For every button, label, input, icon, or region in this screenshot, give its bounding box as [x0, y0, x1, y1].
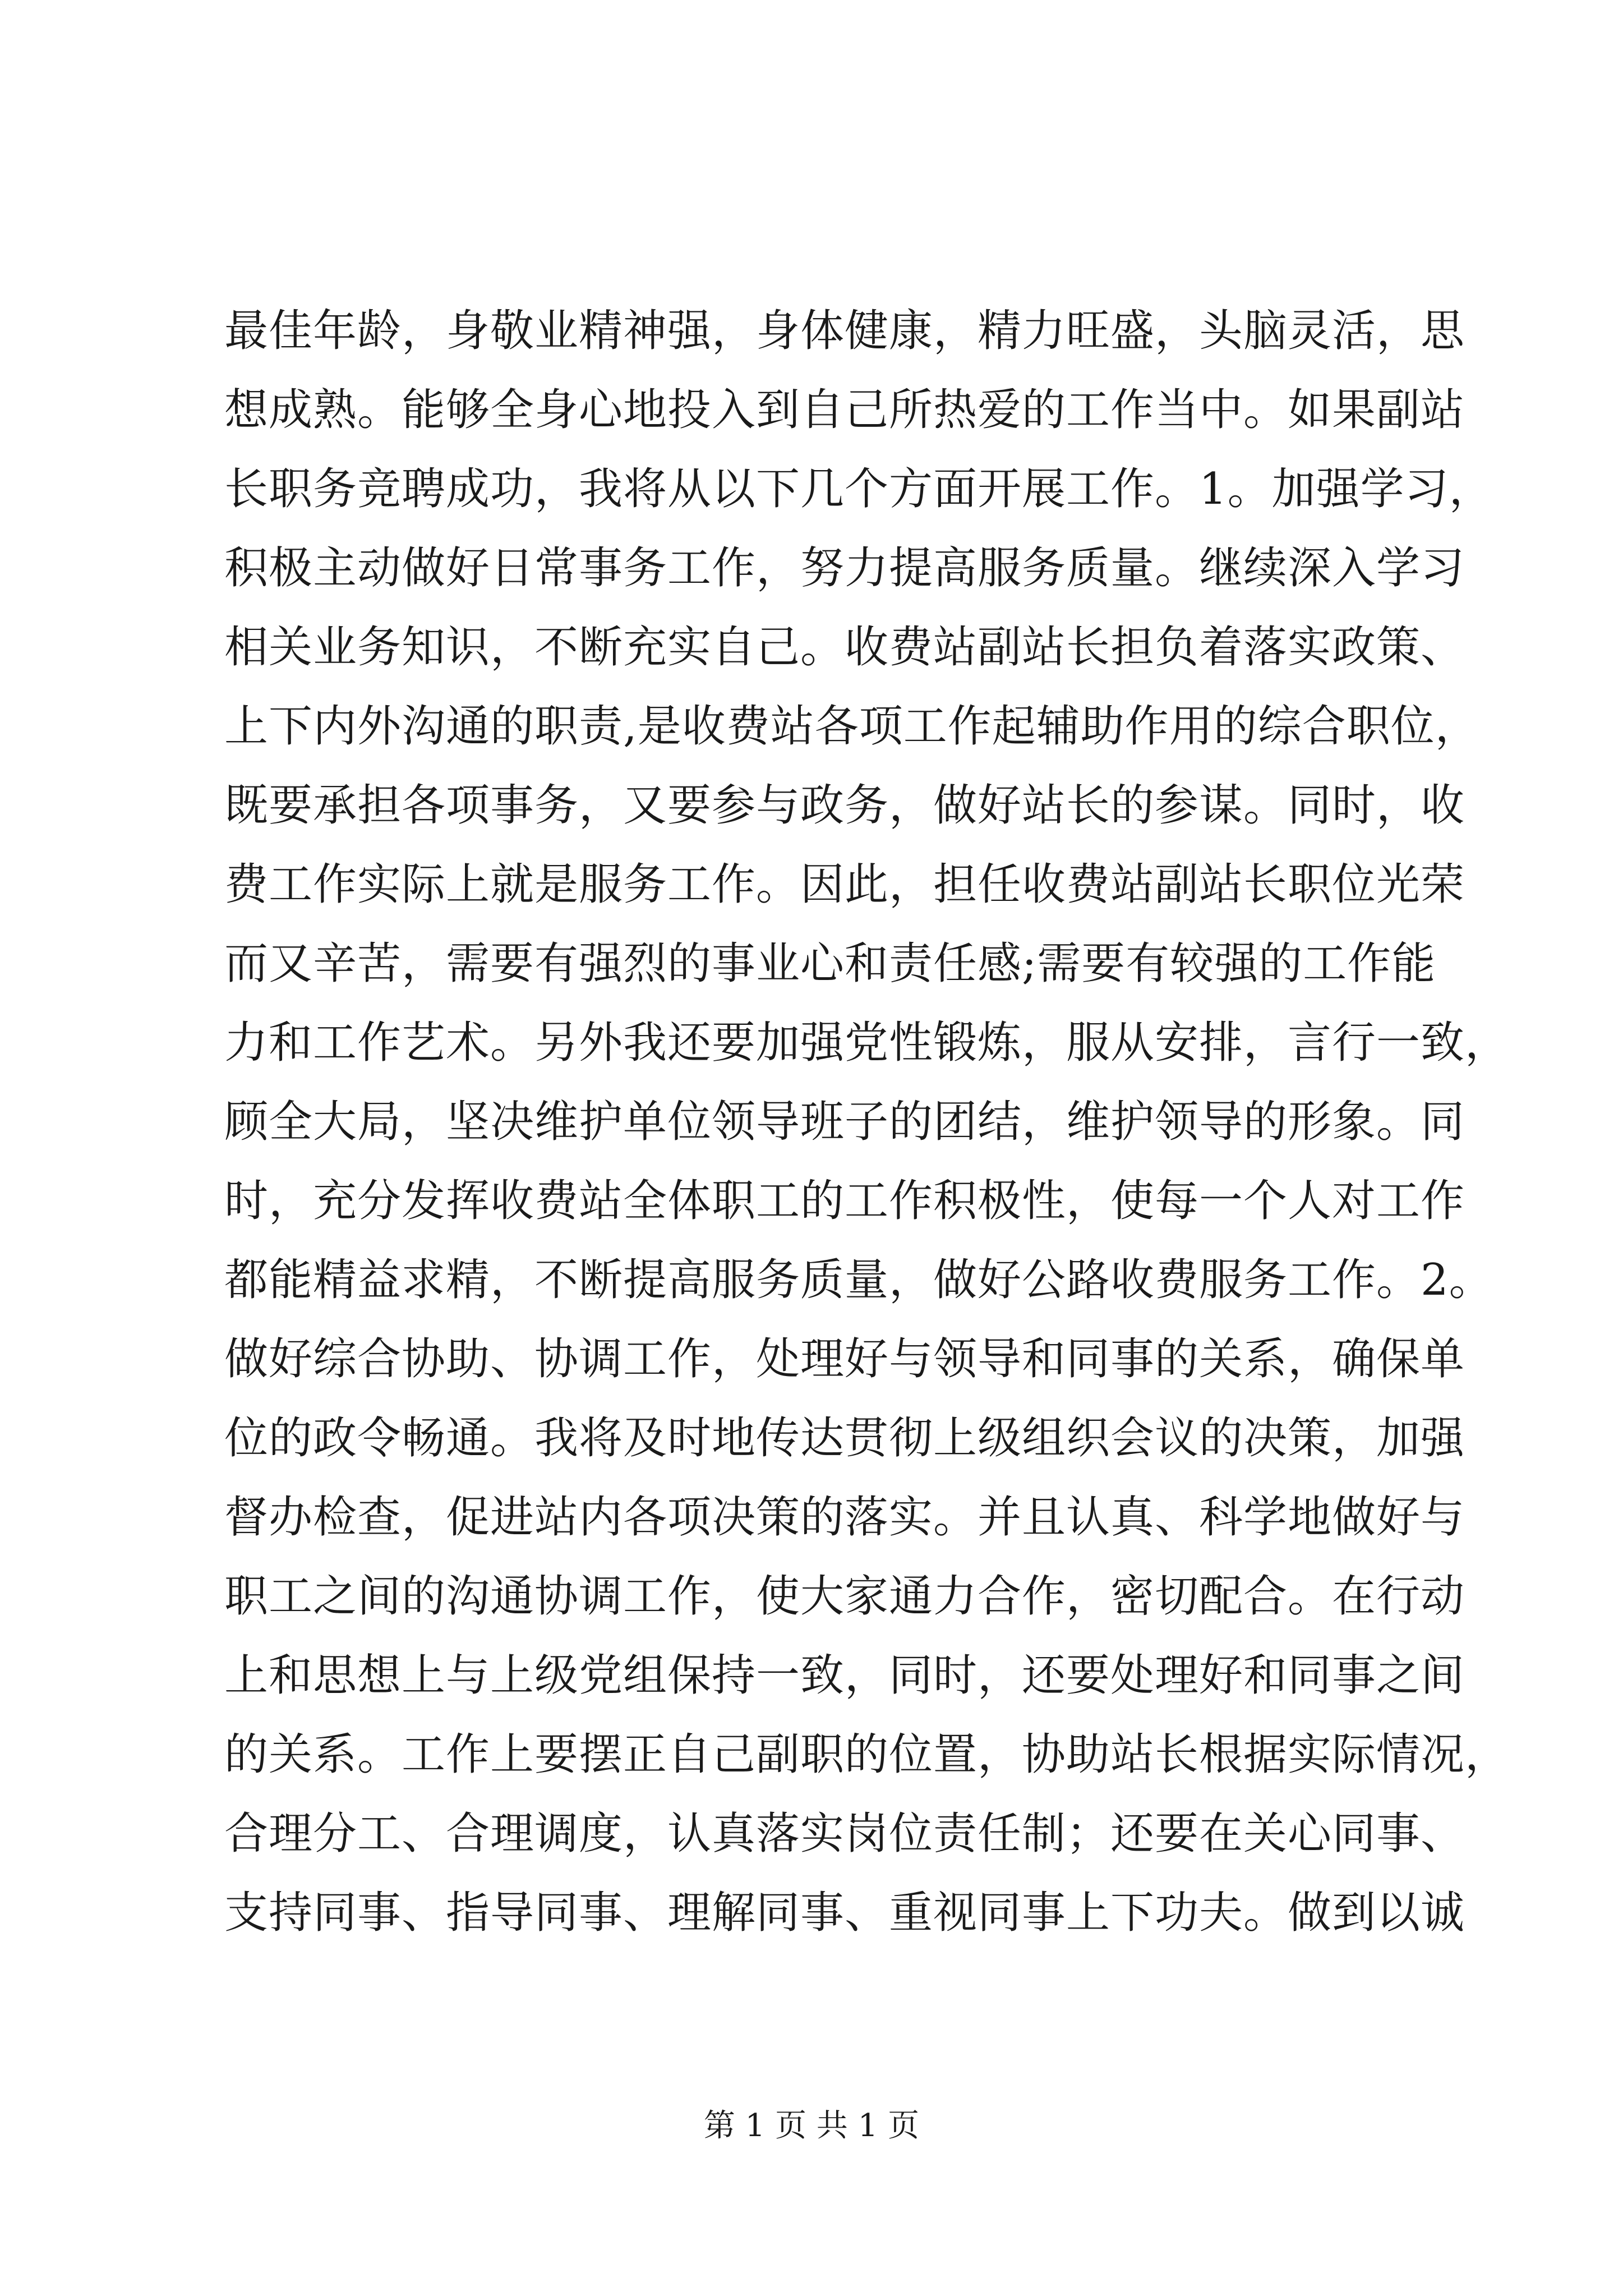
text-line: 上和思想上与上级党组保持一致，同时，还要处理好和同事之间 — [224, 1650, 1465, 1701]
text-line: 支持同事、指导同事、理解同事、重视同事上下功夫。做到以诚 — [224, 1888, 1465, 1938]
text-line: 最佳年龄，身敬业精神强，身体健康，精力旺盛，头脑灵活，思 — [224, 306, 1465, 356]
page-number-label: 第 1 页 共 1 页 — [703, 2108, 920, 2144]
text-line: 想成熟。能够全身心地投入到自己所热爱的工作当中。如果副站 — [224, 385, 1465, 435]
body-text — [224, 292, 1510, 1953]
text-line: 时，充分发挥收费站全体职工的工作积极性，使每一个人对工作 — [224, 1176, 1465, 1226]
text-line: 相关业务知识，不断充实自己。收费站副站长担负着落实政策、 — [224, 622, 1465, 673]
text-line: 做好综合协助、协调工作，处理好与领导和同事的关系，确保单 — [224, 1334, 1465, 1384]
text-line: 而又辛苦，需要有强烈的事业心和责任感;需要有较强的工作能 — [224, 938, 1436, 989]
text-line: 位的政令畅通。我将及时地传达贯彻上级组织会议的决策，加强 — [224, 1413, 1465, 1464]
text-line: 督办检查，促进站内各项决策的落实。并且认真、科学地做好与 — [224, 1492, 1465, 1543]
text-line: 职工之间的沟通协调工作，使大家通力合作，密切配合。在行动 — [224, 1571, 1465, 1622]
text-line: 合理分工、合理调度，认真落实岗位责任制；还要在关心同事、 — [224, 1809, 1465, 1859]
text-line: 力和工作艺术。另外我还要加强党性锻炼，服从安排，言行一致， — [224, 1018, 1510, 1068]
text-line: 的关系。工作上要摆正自己副职的位置，协助站长根据实际情况， — [224, 1729, 1510, 1780]
text-line: 长职务竞聘成功，我将从以下几个方面开展工作。1。加强学习， — [224, 464, 1493, 514]
page-footer — [0, 2104, 1623, 2148]
text-line: 上下内外沟通的职责,是收费站各项工作起辅助作用的综合职位， — [224, 701, 1479, 752]
text-line: 费工作实际上就是服务工作。因此，担任收费站副站长职位光荣 — [224, 859, 1465, 910]
text-line: 都能精益求精，不断提高服务质量，做好公路收费服务工作。2。 — [224, 1255, 1493, 1305]
text-line: 顾全大局，坚决维护单位领导班子的团结，维护领导的形象。同 — [224, 1097, 1465, 1147]
text-line: 既要承担各项事务，又要参与政务，做好站长的参谋。同时，收 — [224, 780, 1465, 831]
text-line: 积极主动做好日常事务工作，努力提高服务质量。继续深入学习 — [224, 543, 1465, 593]
